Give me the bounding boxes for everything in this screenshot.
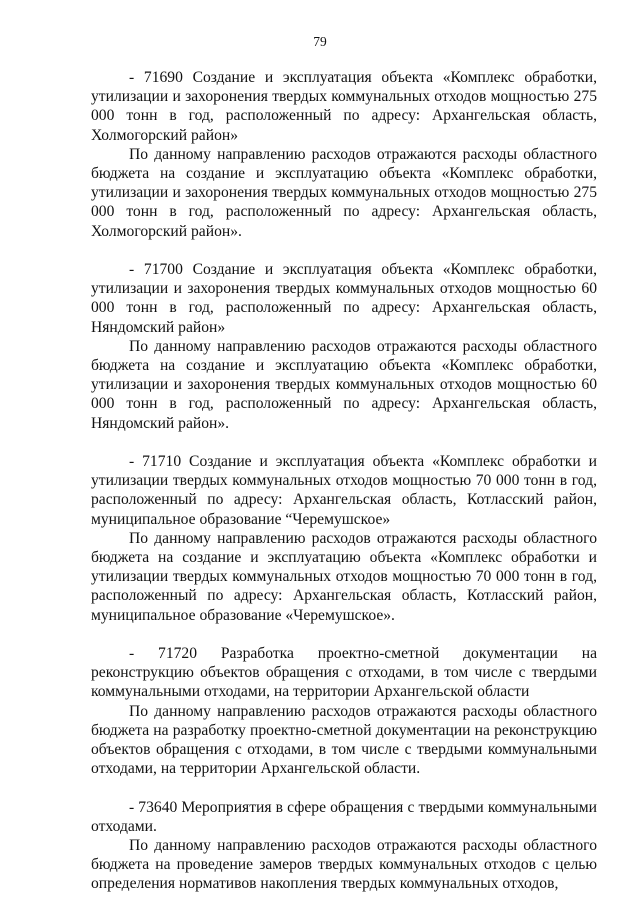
section-71690 — [91, 68, 597, 241]
section-71710 — [91, 452, 597, 625]
page-number: 79 — [313, 34, 327, 49]
section-heading: - 71700 Создание и эксплуатация объекта «Комплекс обработки, утилизации и захоронения твердых коммунальных отходов мощностью 60 000 тонн в год, расположенный по адресу: Архангельская область, Няндомский район» — [91, 261, 597, 336]
section-heading: - 71690 Создание и эксплуатация объекта «Комплекс обработки, утилизации и захоронения твердых коммунальных отходов мощностью 275 000 тонн в год, расположенный по адресу: Архангельская область, Холмогорский район» — [91, 69, 597, 144]
section-73640 — [91, 798, 597, 894]
section-body: По данному направлению расходов отражаются расходы областного бюджета на проведение замеров твердых коммунальных отходов с целью определения нормативов накопления твердых коммунальных отходов, — [91, 837, 597, 893]
section-heading: - 73640 Мероприятия в сфере обращения с твердыми коммунальными отходами. — [91, 798, 597, 835]
section-body: По данному направлению расходов отражаются расходы областного бюджета на создание и эксплуатацию объекта «Комплекс обработки и утилизации твердых коммунальных отходов мощностью 70 000 тонн в год, расположенный по адресу: Архангельская область, Котласский район, муниципальное образование «Черемушское». — [91, 529, 597, 624]
section-heading: - 71710 Создание и эксплуатация объекта «Комплекс обработки и утилизации твердых коммунальных отходов мощностью 70 000 тонн в год, расположенный по адресу: Архангельская область, Котласский район, муниципальное образование “Черемушское» — [91, 453, 597, 528]
section-body: По данному направлению расходов отражаются расходы областного бюджета на создание и эксплуатацию объекта «Комплекс обработки, утилизации и захоронения твердых коммунальных отходов мощностью 275 000 тонн в год, расположенный по адресу: Архангельская область, Холмогорский район». — [91, 145, 597, 240]
section-71720 — [91, 644, 597, 778]
section-body: По данному направлению расходов отражаются расходы областного бюджета на создание и эксплуатацию объекта «Комплекс обработки, утилизации и захоронения твердых коммунальных отходов мощностью 60 000 тонн в год, расположенный по адресу: Архангельская область, Няндомский район». — [91, 337, 597, 432]
section-71700 — [91, 260, 597, 433]
section-heading: - 71720 Разработка проектно-сметной документации на реконструкцию объектов обращения с отходами, в том числе с твердыми коммунальными отходами, на территории Архангельской области — [91, 645, 597, 701]
document-body — [91, 68, 597, 913]
section-body: По данному направлению расходов отражаются расходы областного бюджета на разработку проектно-сметной документации на реконструкцию объектов обращения с отходами, в том числе с твердыми коммунальными отходами, на территории Архангельской области. — [91, 702, 597, 778]
